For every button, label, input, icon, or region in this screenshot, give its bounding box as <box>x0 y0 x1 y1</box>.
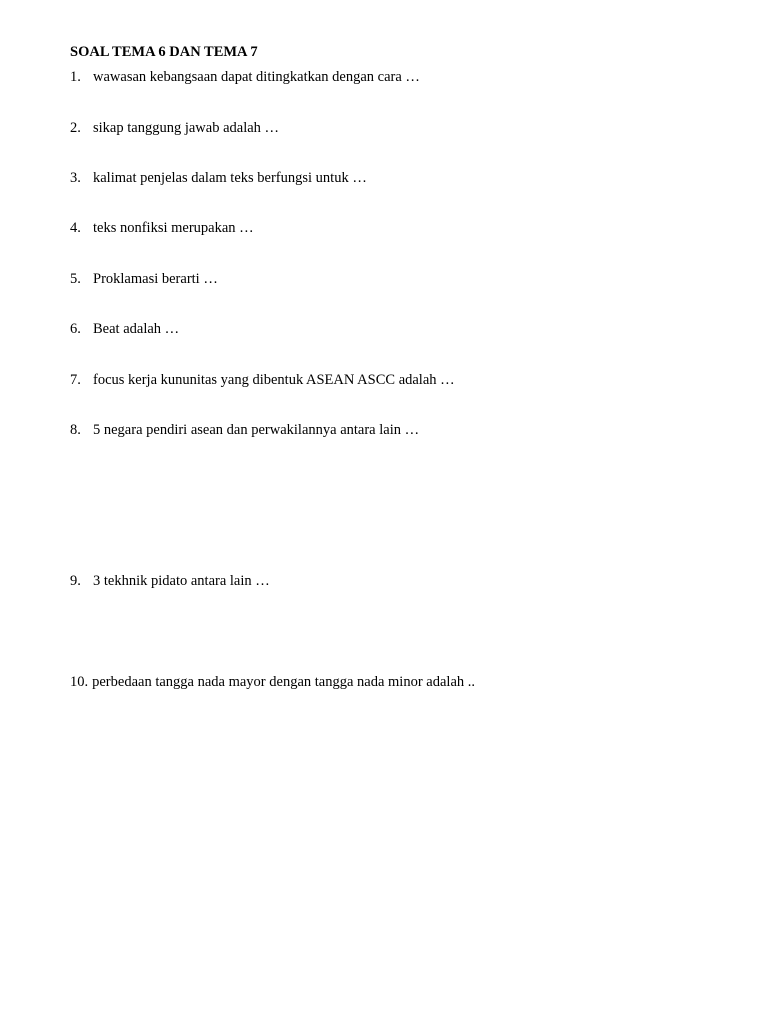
page-title: SOAL TEMA 6 DAN TEMA 7 <box>70 44 258 60</box>
question-item <box>70 572 270 590</box>
question-number: 4. <box>70 220 81 236</box>
question-item <box>70 673 475 691</box>
question-item <box>70 371 455 389</box>
question-item <box>70 119 279 137</box>
question-number: 10. <box>70 674 89 690</box>
question-item <box>70 68 420 86</box>
question-number: 7. <box>70 372 81 388</box>
question-number: 2. <box>70 120 81 136</box>
question-text: wawasan kebangsaan dapat ditingkatkan dengan cara … <box>93 69 420 85</box>
question-text: 5 negara pendiri asean dan perwakilannya antara lain … <box>93 422 420 438</box>
question-text: kalimat penjelas dalam teks berfungsi untuk … <box>93 170 367 186</box>
question-number: 8. <box>70 422 81 438</box>
question-number: 9. <box>70 573 81 589</box>
question-text: Beat adalah … <box>93 321 180 337</box>
question-number: 5. <box>70 271 81 287</box>
question-text: 3 tekhnik pidato antara lain … <box>93 573 270 589</box>
question-item <box>70 421 419 439</box>
question-item <box>70 320 179 338</box>
question-text: sikap tanggung jawab adalah … <box>93 120 280 136</box>
question-item <box>70 270 218 288</box>
question-text: focus kerja kununitas yang dibentuk ASEAN ASCC adalah … <box>93 372 455 388</box>
question-text: perbedaan tangga nada mayor dengan tangga nada minor adalah .. <box>92 674 476 690</box>
question-text: teks nonfiksi merupakan … <box>93 220 254 236</box>
question-number: 3. <box>70 170 81 186</box>
question-item <box>70 219 254 237</box>
question-text: Proklamasi berarti … <box>93 271 218 287</box>
question-number: 6. <box>70 321 81 337</box>
question-item <box>70 169 367 187</box>
question-number: 1. <box>70 69 81 85</box>
